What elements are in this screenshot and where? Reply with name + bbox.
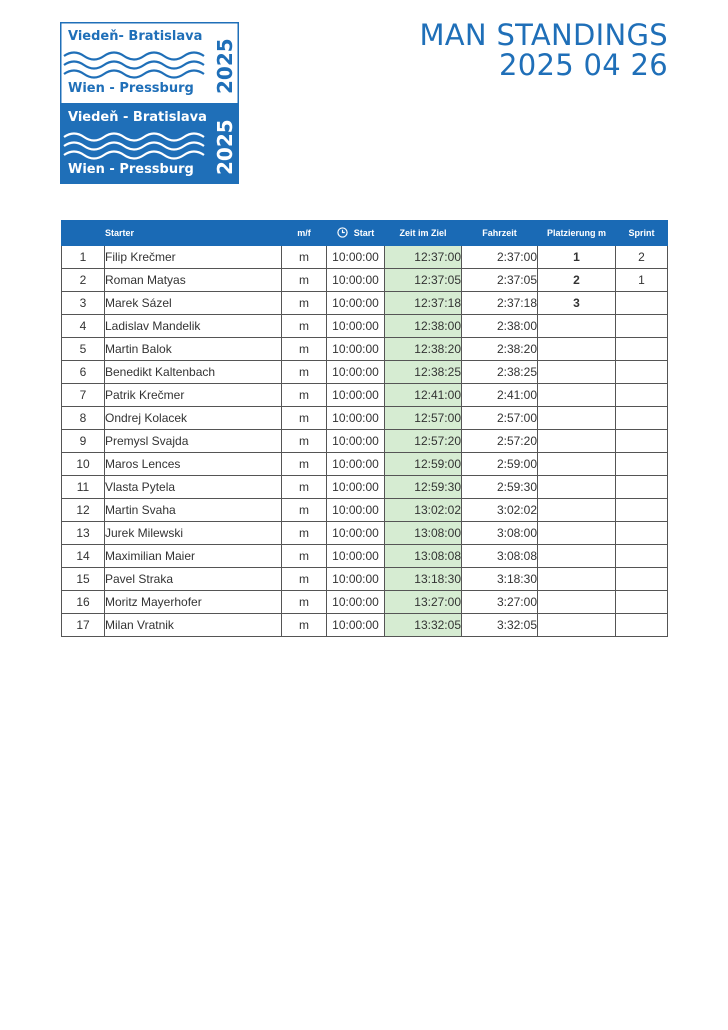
sprint-cell <box>616 614 668 637</box>
gender-cell: m <box>282 568 327 591</box>
start-time: 10:00:00 <box>327 476 385 499</box>
gender-cell: m <box>282 476 327 499</box>
start-time: 10:00:00 <box>327 453 385 476</box>
ride-time: 3:08:00 <box>462 522 538 545</box>
logo-bottom-line2: Wien - Pressburg <box>68 162 194 177</box>
logo-top-year: 2025 <box>213 38 237 94</box>
starter-name: Jurek Milewski <box>105 522 282 545</box>
starter-name: Ladislav Mandelik <box>105 315 282 338</box>
finish-time: 12:57:20 <box>385 430 462 453</box>
start-time: 10:00:00 <box>327 315 385 338</box>
header-mf: m/f <box>282 221 327 246</box>
placement-cell <box>538 522 616 545</box>
finish-time: 13:08:08 <box>385 545 462 568</box>
placement-cell <box>538 361 616 384</box>
starter-name: Marek Sázel <box>105 292 282 315</box>
finish-time: 13:32:05 <box>385 614 462 637</box>
rank-cell: 12 <box>62 499 105 522</box>
start-time: 10:00:00 <box>327 361 385 384</box>
title-date: 2025 04 26 <box>498 48 668 82</box>
logo-bottom-year: 2025 <box>213 119 237 175</box>
table-row <box>62 269 668 292</box>
sprint-cell: 2 <box>616 246 668 269</box>
gender-cell: m <box>282 407 327 430</box>
sprint-cell <box>616 407 668 430</box>
gender-cell: m <box>282 522 327 545</box>
start-time: 10:00:00 <box>327 292 385 315</box>
placement-cell: 2 <box>538 269 616 292</box>
placement-cell <box>538 545 616 568</box>
gender-cell: m <box>282 246 327 269</box>
rank-cell: 15 <box>62 568 105 591</box>
title-heading: MAN STANDINGS <box>419 18 668 52</box>
gender-cell: m <box>282 499 327 522</box>
ride-time: 2:38:00 <box>462 315 538 338</box>
finish-time: 12:38:25 <box>385 361 462 384</box>
table-row <box>62 545 668 568</box>
header-start-label: Start <box>353 227 375 238</box>
gender-cell: m <box>282 384 327 407</box>
gender-cell: m <box>282 545 327 568</box>
placement-cell <box>538 476 616 499</box>
start-time: 10:00:00 <box>327 591 385 614</box>
header-sprint: Sprint <box>616 221 668 246</box>
logo-top-line2: Wien - Pressburg <box>68 81 194 96</box>
table-row <box>62 568 668 591</box>
header-start <box>327 221 385 246</box>
table-row <box>62 407 668 430</box>
starter-name: Milan Vratnik <box>105 614 282 637</box>
rank-cell: 4 <box>62 315 105 338</box>
sprint-cell <box>616 591 668 614</box>
starter-name: Ondrej Kolacek <box>105 407 282 430</box>
finish-time: 13:27:00 <box>385 591 462 614</box>
rank-cell: 14 <box>62 545 105 568</box>
placement-cell <box>538 614 616 637</box>
starter-name: Roman Matyas <box>105 269 282 292</box>
placement-cell <box>538 407 616 430</box>
sprint-cell <box>616 292 668 315</box>
ride-time: 2:59:30 <box>462 476 538 499</box>
finish-time: 12:37:18 <box>385 292 462 315</box>
sprint-cell <box>616 522 668 545</box>
logo-top-line1: Viedeň- Bratislava <box>68 29 203 44</box>
ride-time: 3:32:05 <box>462 614 538 637</box>
header-fahrzeit: Fahrzeit <box>462 221 538 246</box>
ride-time: 2:59:00 <box>462 453 538 476</box>
table-row <box>62 430 668 453</box>
gender-cell: m <box>282 614 327 637</box>
starter-name: Maros Lences <box>105 453 282 476</box>
rank-cell: 6 <box>62 361 105 384</box>
starter-name: Moritz Mayerhofer <box>105 591 282 614</box>
table-row <box>62 384 668 407</box>
gender-cell: m <box>282 269 327 292</box>
ride-time: 2:41:00 <box>462 384 538 407</box>
table-row <box>62 338 668 361</box>
table-row <box>62 453 668 476</box>
table-header-row <box>62 221 668 246</box>
placement-cell: 1 <box>538 246 616 269</box>
gender-cell: m <box>282 315 327 338</box>
header-starter: Starter <box>105 221 282 246</box>
sprint-cell: 1 <box>616 269 668 292</box>
finish-time: 12:37:00 <box>385 246 462 269</box>
table-row <box>62 499 668 522</box>
rank-cell: 13 <box>62 522 105 545</box>
ride-time: 2:37:05 <box>462 269 538 292</box>
start-time: 10:00:00 <box>327 430 385 453</box>
ride-time: 3:02:02 <box>462 499 538 522</box>
gender-cell: m <box>282 361 327 384</box>
clock-icon <box>337 227 348 240</box>
placement-cell <box>538 384 616 407</box>
table-row <box>62 522 668 545</box>
starter-name: Martin Balok <box>105 338 282 361</box>
finish-time: 12:37:05 <box>385 269 462 292</box>
table-row <box>62 476 668 499</box>
gender-cell: m <box>282 338 327 361</box>
rank-cell: 16 <box>62 591 105 614</box>
ride-time: 2:57:20 <box>462 430 538 453</box>
start-time: 10:00:00 <box>327 407 385 430</box>
start-time: 10:00:00 <box>327 522 385 545</box>
gender-cell: m <box>282 591 327 614</box>
sprint-cell <box>616 361 668 384</box>
start-time: 10:00:00 <box>327 338 385 361</box>
finish-time: 12:59:30 <box>385 476 462 499</box>
rank-cell: 9 <box>62 430 105 453</box>
sprint-cell <box>616 338 668 361</box>
header-ziel: Zeit im Ziel <box>385 221 462 246</box>
placement-cell <box>538 591 616 614</box>
rank-cell: 2 <box>62 269 105 292</box>
event-logo <box>60 22 239 184</box>
start-time: 10:00:00 <box>327 568 385 591</box>
rank-cell: 3 <box>62 292 105 315</box>
ride-time: 2:38:25 <box>462 361 538 384</box>
finish-time: 13:18:30 <box>385 568 462 591</box>
sprint-cell <box>616 545 668 568</box>
table-row <box>62 361 668 384</box>
ride-time: 3:27:00 <box>462 591 538 614</box>
rank-cell: 7 <box>62 384 105 407</box>
finish-time: 12:38:00 <box>385 315 462 338</box>
table-row <box>62 315 668 338</box>
start-time: 10:00:00 <box>327 384 385 407</box>
table-row <box>62 292 668 315</box>
finish-time: 12:41:00 <box>385 384 462 407</box>
header-rank <box>62 221 105 246</box>
start-time: 10:00:00 <box>327 499 385 522</box>
rank-cell: 1 <box>62 246 105 269</box>
header-platzierung: Platzierung m <box>538 221 616 246</box>
starter-name: Filip Krečmer <box>105 246 282 269</box>
ride-time: 3:08:08 <box>462 545 538 568</box>
gender-cell: m <box>282 292 327 315</box>
starter-name: Maximilian Maier <box>105 545 282 568</box>
finish-time: 13:08:00 <box>385 522 462 545</box>
start-time: 10:00:00 <box>327 614 385 637</box>
sprint-cell <box>616 430 668 453</box>
starter-name: Patrik Krečmer <box>105 384 282 407</box>
ride-time: 2:37:00 <box>462 246 538 269</box>
page-title <box>419 20 668 80</box>
placement-cell: 3 <box>538 292 616 315</box>
starter-name: Benedikt Kaltenbach <box>105 361 282 384</box>
sprint-cell <box>616 453 668 476</box>
placement-cell <box>538 453 616 476</box>
gender-cell: m <box>282 430 327 453</box>
placement-cell <box>538 499 616 522</box>
table-row <box>62 614 668 637</box>
finish-time: 12:38:20 <box>385 338 462 361</box>
starter-name: Premysl Svajda <box>105 430 282 453</box>
logo-bottom-line1: Viedeň - Bratislava <box>68 110 207 125</box>
ride-time: 2:37:18 <box>462 292 538 315</box>
sprint-cell <box>616 315 668 338</box>
sprint-cell <box>616 568 668 591</box>
placement-cell <box>538 315 616 338</box>
placement-cell <box>538 430 616 453</box>
placement-cell <box>538 568 616 591</box>
table-row <box>62 246 668 269</box>
ride-time: 2:38:20 <box>462 338 538 361</box>
starter-name: Pavel Straka <box>105 568 282 591</box>
sprint-cell <box>616 499 668 522</box>
starter-name: Martin Svaha <box>105 499 282 522</box>
finish-time: 13:02:02 <box>385 499 462 522</box>
sprint-cell <box>616 384 668 407</box>
standings-table <box>61 220 668 637</box>
gender-cell: m <box>282 453 327 476</box>
sprint-cell <box>616 476 668 499</box>
start-time: 10:00:00 <box>327 545 385 568</box>
starter-name: Vlasta Pytela <box>105 476 282 499</box>
rank-cell: 17 <box>62 614 105 637</box>
rank-cell: 8 <box>62 407 105 430</box>
finish-time: 12:59:00 <box>385 453 462 476</box>
ride-time: 3:18:30 <box>462 568 538 591</box>
finish-time: 12:57:00 <box>385 407 462 430</box>
rank-cell: 10 <box>62 453 105 476</box>
table-row <box>62 591 668 614</box>
placement-cell <box>538 338 616 361</box>
start-time: 10:00:00 <box>327 246 385 269</box>
ride-time: 2:57:00 <box>462 407 538 430</box>
start-time: 10:00:00 <box>327 269 385 292</box>
rank-cell: 11 <box>62 476 105 499</box>
rank-cell: 5 <box>62 338 105 361</box>
